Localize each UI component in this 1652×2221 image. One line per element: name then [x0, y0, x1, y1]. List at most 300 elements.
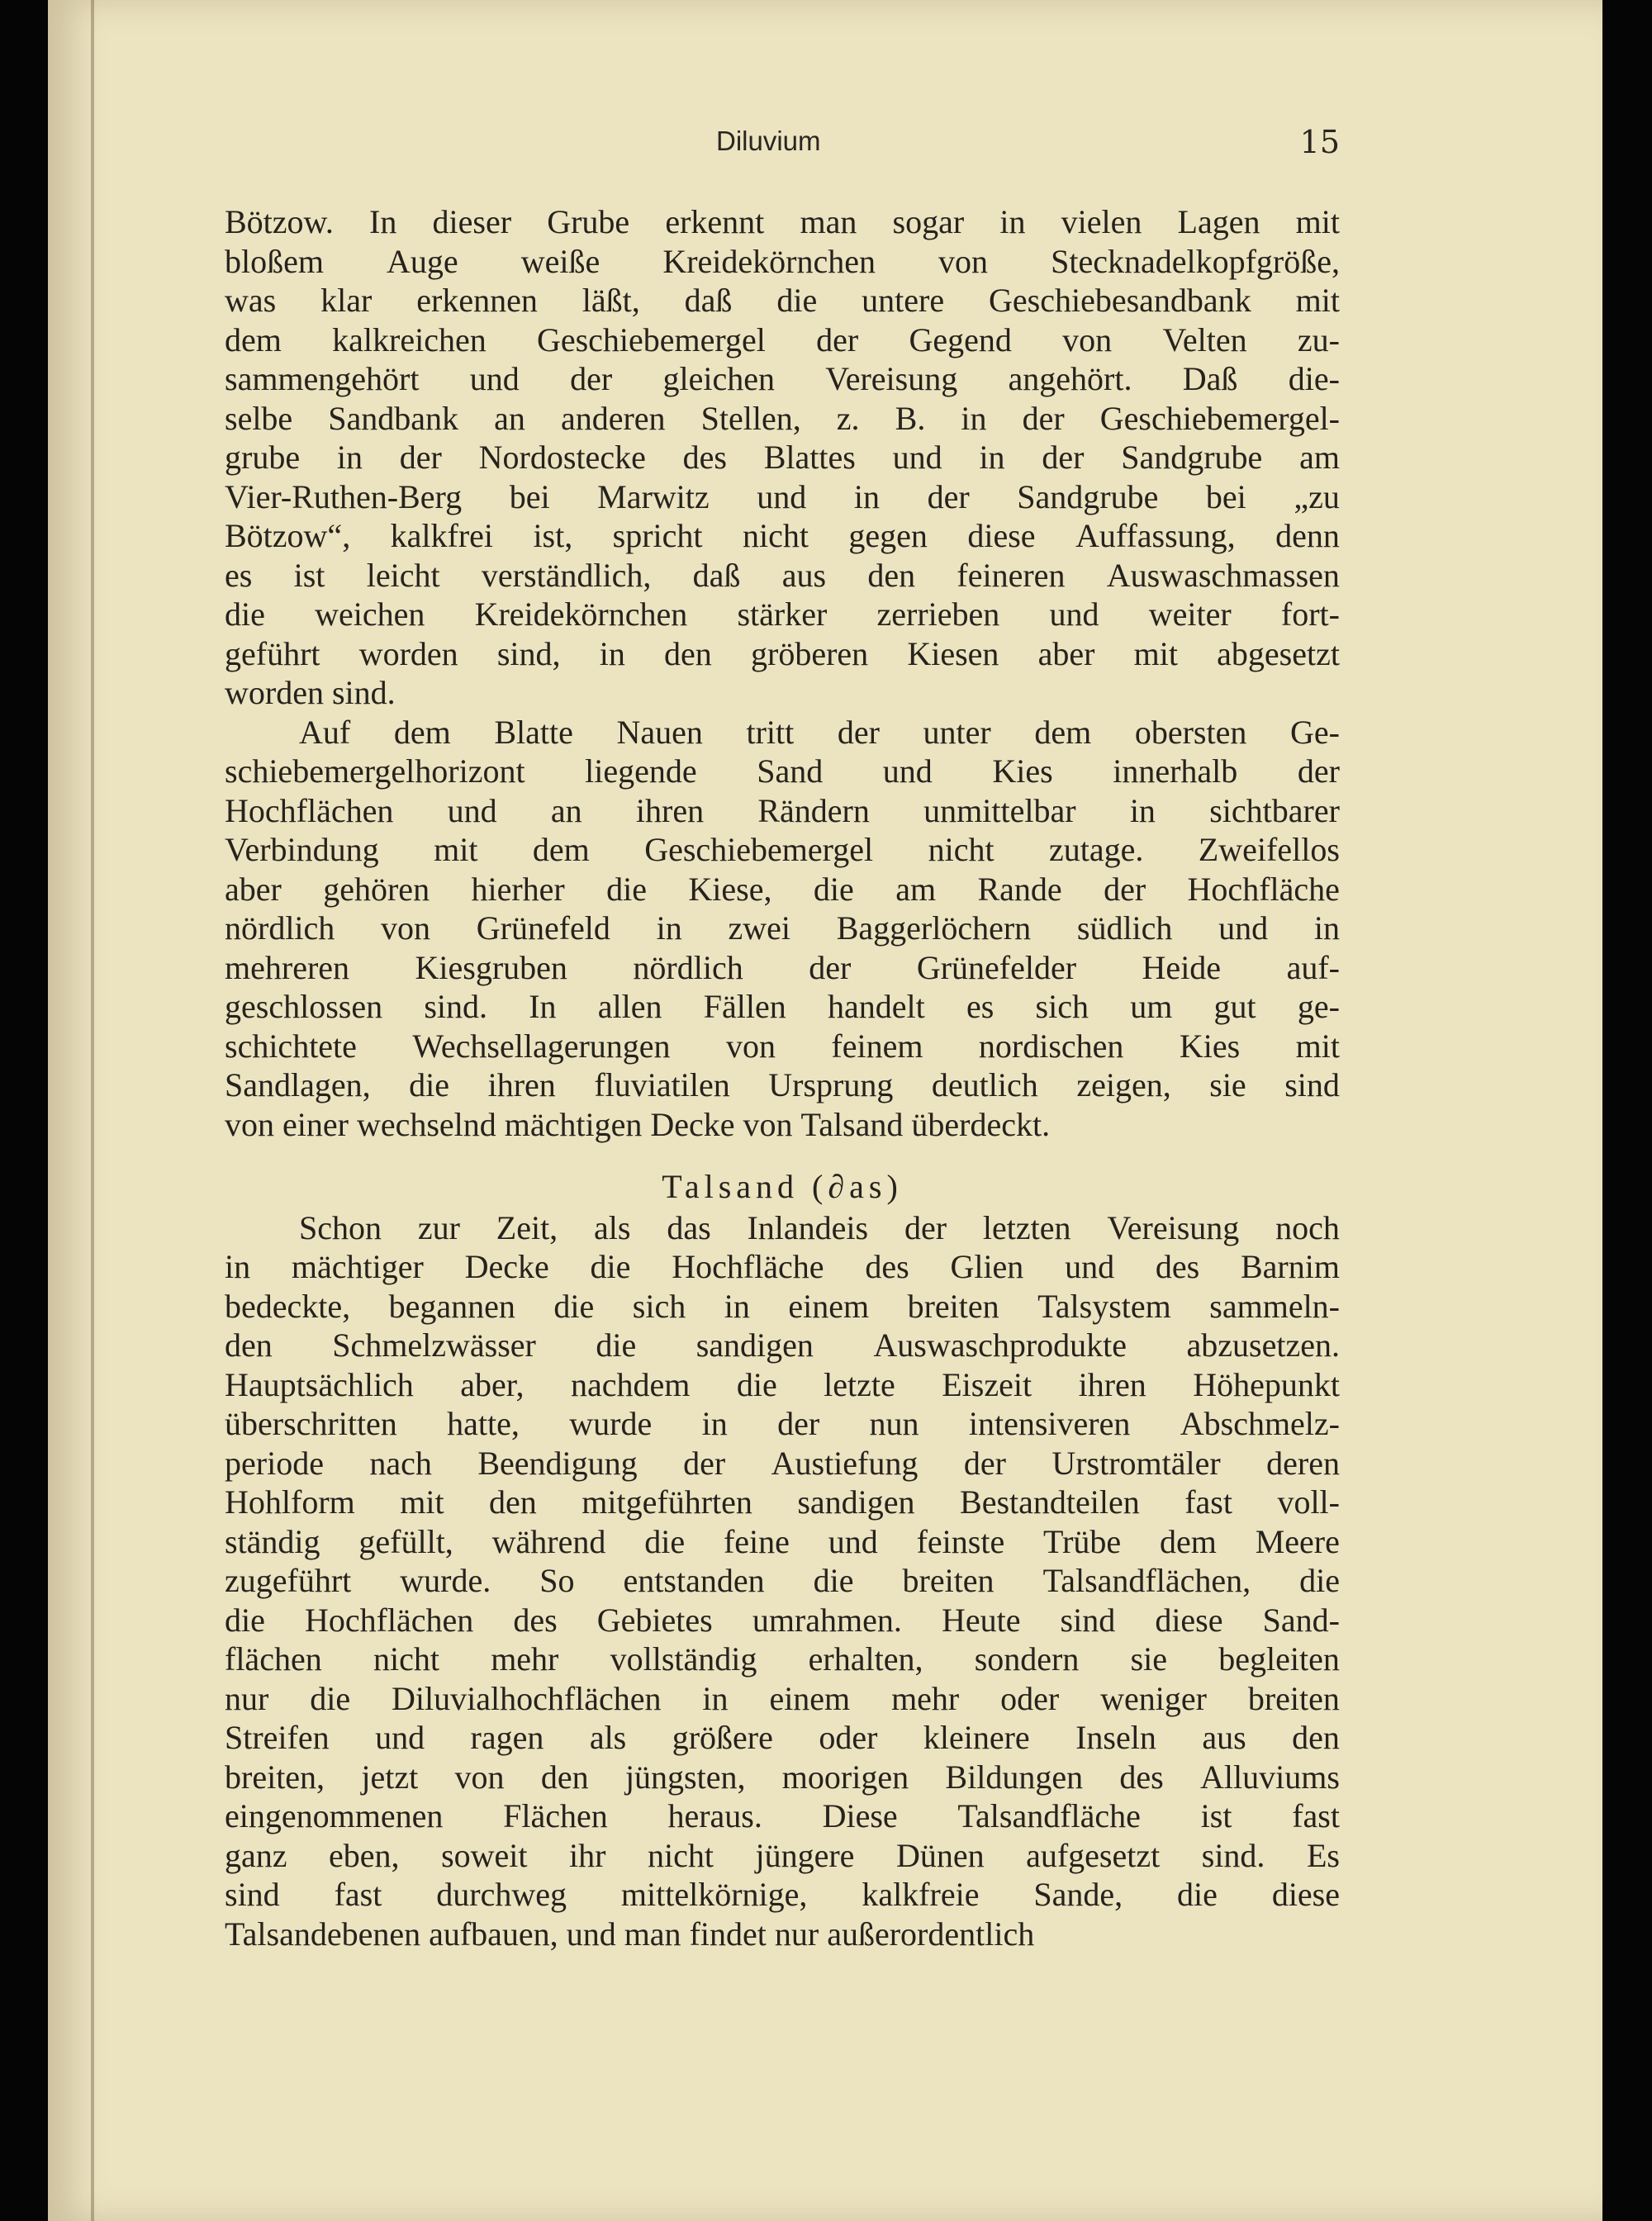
text-line	[225, 1718, 1340, 1758]
word: in	[336, 439, 363, 476]
word: des	[682, 439, 727, 476]
word: von	[225, 1105, 274, 1143]
word: zur	[417, 1208, 460, 1246]
word: Ge-	[1289, 713, 1340, 751]
word: Geschiebemergel-	[1099, 399, 1340, 437]
word: aufbauen,	[429, 1915, 558, 1953]
word: worden	[358, 634, 458, 672]
word: feinem	[831, 1027, 923, 1065]
word: liegende	[585, 752, 697, 790]
word: Auffassung,	[1075, 517, 1236, 554]
text-line	[225, 1444, 1340, 1483]
word: vollständig	[610, 1640, 757, 1678]
word: schiebemergelhorizont	[225, 752, 525, 790]
text-line	[225, 281, 1340, 320]
word: diese	[1271, 1876, 1340, 1913]
word: die	[310, 1679, 351, 1717]
word: sammeln-	[1209, 1287, 1340, 1325]
word: Schon	[299, 1208, 382, 1246]
word: nicht	[928, 831, 995, 868]
word: geführt	[225, 634, 320, 672]
word: und	[757, 477, 807, 515]
word: spricht	[612, 517, 703, 554]
word: die	[590, 1248, 631, 1285]
word: die	[1177, 1876, 1218, 1913]
word: sie	[1130, 1640, 1168, 1678]
word: von	[743, 1105, 793, 1143]
word: denn	[1275, 517, 1340, 554]
word: nun	[869, 1405, 919, 1442]
word: selbe	[225, 399, 293, 437]
word: abzusetzen.	[1186, 1326, 1340, 1364]
word: zerrieben	[876, 596, 1000, 633]
word: klar	[320, 282, 373, 319]
word: von	[725, 1027, 776, 1065]
word: letzte	[824, 1365, 895, 1403]
text-line	[225, 870, 1340, 909]
word: der	[1022, 399, 1065, 437]
word: Zeit,	[496, 1208, 558, 1246]
word: Streifen	[225, 1719, 330, 1756]
word: Vereisung	[825, 360, 958, 397]
word: von	[1062, 320, 1113, 358]
word: es	[966, 988, 995, 1025]
word: der	[904, 1208, 947, 1246]
word: des	[865, 1248, 909, 1285]
word: aus	[1202, 1719, 1246, 1756]
word: Stecknadelkopfgröße,	[1051, 242, 1340, 280]
text-line	[225, 1065, 1340, 1105]
word: Gebietes	[596, 1601, 713, 1639]
word: breiten	[902, 1562, 995, 1599]
word: an	[550, 791, 582, 829]
text-line	[225, 791, 1340, 831]
word: ständig	[225, 1522, 320, 1560]
word: Kreidekörnchen	[662, 242, 876, 280]
word: Inlandeis	[747, 1208, 869, 1246]
word: sandigen	[797, 1483, 915, 1521]
word: mit	[1295, 203, 1340, 240]
word: breiten	[907, 1287, 999, 1325]
word: größere	[672, 1719, 773, 1756]
word: umrahmen.	[752, 1601, 902, 1639]
word: Kies	[992, 752, 1053, 790]
text-line	[225, 1561, 1340, 1601]
word: Auswaschmassen	[1106, 556, 1340, 594]
text-line	[225, 1601, 1340, 1640]
word: begleiten	[1218, 1640, 1340, 1678]
word: aber	[225, 870, 282, 908]
word: die	[225, 596, 265, 633]
word: Auge	[387, 242, 458, 280]
word: dem	[1034, 713, 1092, 751]
word: gröberen	[751, 634, 869, 672]
word: bloßem	[225, 242, 324, 280]
word: Hochfläche	[1187, 870, 1340, 908]
word: der	[927, 477, 970, 515]
word: der	[1297, 752, 1340, 790]
word: an	[494, 399, 525, 437]
word: wechselnd	[356, 1105, 496, 1143]
word: dem	[225, 320, 282, 358]
word: findet	[689, 1915, 767, 1953]
word: Bestandteilen	[960, 1483, 1140, 1521]
word: angehört.	[1008, 360, 1132, 397]
word: daß	[692, 556, 741, 594]
word: Hohlform	[225, 1483, 355, 1521]
word: So	[539, 1562, 575, 1599]
word: Geschiebemergel	[644, 831, 874, 868]
word: den	[867, 556, 916, 594]
word: und	[1049, 596, 1099, 633]
word: mitgeführten	[582, 1483, 752, 1521]
word: und	[892, 439, 942, 476]
word: Kreidekörnchen	[474, 596, 688, 633]
word: abgesetzt	[1217, 634, 1340, 672]
word: der	[809, 948, 852, 986]
word: dieser	[432, 203, 512, 240]
word: des	[1155, 1248, 1200, 1285]
word: Vier-Ruthen-Berg	[225, 477, 463, 515]
word: Talsand	[800, 1105, 904, 1143]
word: breiten	[1247, 1679, 1340, 1717]
word: Ursprung	[768, 1066, 894, 1103]
word: von	[454, 1758, 505, 1796]
word: während	[491, 1522, 606, 1560]
text-line	[225, 1915, 1340, 1954]
word: allen	[597, 988, 662, 1025]
word: Heute	[941, 1601, 1021, 1639]
word: erhalten,	[808, 1640, 923, 1678]
text-line	[225, 830, 1340, 870]
paragraph-nauen	[225, 713, 1340, 1145]
word: in	[656, 909, 682, 947]
text-line	[225, 1326, 1340, 1365]
word: in	[599, 634, 625, 672]
word: intensiveren	[968, 1405, 1131, 1442]
word: gehören	[323, 870, 430, 908]
word: Marwitz	[597, 477, 710, 515]
text-line	[225, 1404, 1340, 1444]
word: den	[225, 1326, 273, 1364]
text-line	[225, 1247, 1340, 1287]
word: diese	[967, 517, 1036, 554]
word: Talsandfläche	[957, 1797, 1141, 1834]
text-line	[225, 1287, 1340, 1326]
word: aber	[1037, 634, 1095, 672]
text-line	[225, 359, 1340, 399]
word: Glien	[950, 1248, 1024, 1285]
word: fort-	[1280, 596, 1340, 633]
word: in	[701, 1405, 728, 1442]
word: Vereisung	[1107, 1208, 1240, 1246]
word: In	[529, 988, 557, 1025]
word: man	[800, 203, 857, 240]
text-line	[225, 1640, 1340, 1679]
word: ist	[293, 556, 325, 594]
word: wurde	[569, 1405, 653, 1442]
word: dem	[393, 713, 451, 751]
word: ragen	[470, 1719, 544, 1756]
word: am	[1299, 439, 1340, 476]
word: ge-	[1297, 988, 1340, 1025]
word: schichtete	[225, 1027, 357, 1065]
word: Kies	[1179, 1027, 1241, 1065]
word: tritt	[746, 713, 795, 751]
word: nördlich	[633, 948, 743, 986]
word: Heide	[1142, 948, 1222, 986]
word: Trübe	[1043, 1522, 1122, 1560]
word: und	[447, 791, 497, 829]
word: dem	[532, 831, 590, 868]
text-line	[225, 634, 1340, 674]
text-line	[225, 909, 1340, 948]
word: und	[1218, 909, 1269, 947]
word: Meere	[1255, 1522, 1340, 1560]
text-line	[225, 713, 1340, 752]
text-line	[225, 202, 1340, 242]
word: kalkreichen	[332, 320, 487, 358]
text-line	[225, 1208, 1340, 1248]
word: ist	[1200, 1797, 1232, 1834]
text-line	[225, 987, 1340, 1027]
word: Auswaschprodukte	[873, 1326, 1127, 1364]
word: Blatte	[494, 713, 573, 751]
word: nach	[369, 1444, 432, 1482]
word: erkennt	[665, 203, 765, 240]
word: des	[513, 1601, 558, 1639]
word: überschritten	[225, 1405, 397, 1442]
word: Talsandebenen	[225, 1915, 421, 1953]
text-line	[225, 556, 1340, 596]
word: auf-	[1286, 948, 1340, 986]
word: Sandgrube	[1017, 477, 1159, 515]
word: obersten	[1134, 713, 1247, 751]
word: die	[1299, 1562, 1340, 1599]
word: moorigen	[781, 1758, 909, 1796]
word: Diese	[822, 1797, 898, 1834]
word: einem	[788, 1287, 870, 1325]
word: Rande	[977, 870, 1062, 908]
word: aus	[781, 556, 827, 594]
paragraph-continuation	[225, 202, 1340, 713]
word: weiter	[1148, 596, 1232, 633]
word: der	[816, 320, 859, 358]
word: wurde.	[400, 1562, 491, 1599]
word: Flächen	[503, 1797, 608, 1834]
word: Diluvialhochflächen	[391, 1679, 662, 1717]
word: von	[938, 242, 989, 280]
word: Hochflächen	[225, 791, 394, 829]
word: in	[702, 1679, 729, 1717]
word: in	[1129, 791, 1156, 829]
word: der	[777, 1405, 820, 1442]
text-line	[225, 673, 1340, 713]
word: jüngere	[755, 1836, 855, 1874]
word: unmittelbar	[923, 791, 1076, 829]
text-line	[225, 516, 1340, 556]
word: Schmelzwässer	[332, 1326, 536, 1364]
word: heraus.	[667, 1797, 762, 1834]
word: flächen	[225, 1640, 322, 1678]
word: nordischen	[978, 1027, 1124, 1065]
word: in	[979, 439, 1005, 476]
word: geschlossen	[225, 988, 383, 1025]
word: um	[1130, 988, 1173, 1025]
word: zugeführt	[225, 1562, 352, 1599]
word: Hauptsächlich	[225, 1365, 414, 1403]
word: ihren	[635, 791, 705, 829]
text-line	[225, 1105, 1340, 1145]
word: Bildungen	[945, 1758, 1084, 1796]
word: sind.	[331, 674, 396, 711]
word: die	[596, 1326, 637, 1364]
word: kalkfrei	[390, 517, 493, 554]
word: außerordentlich	[827, 1915, 1035, 1953]
word: in	[961, 399, 987, 437]
word: feine	[723, 1522, 790, 1560]
text-line	[225, 438, 1340, 477]
word: der	[1042, 439, 1085, 476]
word: ist,	[533, 517, 573, 554]
word: die-	[1288, 360, 1340, 397]
word: südlich	[1076, 909, 1173, 947]
word: die	[553, 1287, 595, 1325]
word: weiße	[520, 242, 601, 280]
word: Geschiebemergel	[536, 320, 766, 358]
word: Wechsellagerungen	[412, 1027, 671, 1065]
text-line	[225, 242, 1340, 282]
paragraph-talsand	[225, 1208, 1340, 1954]
word: aber,	[460, 1365, 525, 1403]
word: oder	[819, 1719, 878, 1756]
text-line	[225, 1522, 1340, 1562]
word: In	[369, 203, 397, 240]
word: ihr	[569, 1836, 606, 1874]
word: hierher	[471, 870, 565, 908]
word: Lagen	[1177, 203, 1260, 240]
word: sammengehört	[225, 360, 420, 397]
text-line	[225, 1679, 1340, 1719]
word: Sandlagen,	[225, 1066, 371, 1103]
word: der	[963, 1444, 1006, 1482]
word: zeigen,	[1076, 1066, 1171, 1103]
word: die	[644, 1522, 686, 1560]
word: und	[828, 1522, 878, 1560]
word: Grünefelder	[916, 948, 1077, 986]
word: sich	[1035, 988, 1089, 1025]
word: Stellen,	[700, 399, 801, 437]
word: erkennen	[416, 282, 538, 319]
word: Fällen	[703, 988, 786, 1025]
word: fast	[334, 1876, 382, 1913]
word: in	[999, 203, 1026, 240]
word: mit	[400, 1483, 444, 1521]
word: Eiszeit	[942, 1365, 1032, 1403]
word: Daß	[1182, 360, 1238, 397]
word: nicht	[373, 1640, 439, 1678]
word: Kiesen	[907, 634, 999, 672]
text-line	[225, 1758, 1340, 1797]
word: Sande,	[1033, 1876, 1123, 1913]
word: die	[606, 870, 648, 908]
word: sind	[1284, 1066, 1340, 1103]
word: fast	[1292, 1797, 1340, 1834]
word: Abschmelz-	[1180, 1405, 1340, 1442]
word: mehreren	[225, 948, 350, 986]
word: diese	[1155, 1601, 1223, 1639]
word: von	[381, 909, 431, 947]
word: der	[1104, 870, 1146, 908]
word: und	[882, 752, 933, 790]
word: Kiesgruben	[415, 948, 567, 986]
word: Dünen	[895, 1836, 985, 1874]
word: die	[776, 282, 818, 319]
page-header	[225, 124, 1340, 173]
word: gefüllt,	[358, 1522, 453, 1560]
word: bei	[1205, 477, 1246, 515]
word: deren	[1266, 1444, 1340, 1482]
word: Sandbank	[328, 399, 459, 437]
word: mit	[434, 831, 478, 868]
page-number: 15	[1299, 124, 1340, 160]
word: nachdem	[570, 1365, 691, 1403]
word: eingenommenen	[225, 1797, 444, 1834]
word: worden	[225, 674, 324, 711]
word: die	[813, 1562, 854, 1599]
word: gegen	[848, 517, 928, 554]
word: daß	[684, 282, 733, 319]
word: mit	[1295, 282, 1340, 319]
word: sandigen	[695, 1326, 814, 1364]
word: anderen	[560, 399, 666, 437]
text-line	[225, 948, 1340, 988]
word: Talsystem	[1037, 1287, 1171, 1325]
word: sichtbarer	[1209, 791, 1340, 829]
word: nördlich	[225, 909, 335, 947]
word: jüngsten,	[624, 1758, 746, 1796]
word: unter	[923, 713, 991, 751]
section-heading: Talsand (∂as)	[662, 1168, 903, 1205]
word: was	[225, 282, 277, 319]
word: Geschiebesandbank	[989, 282, 1251, 319]
word: Sand	[757, 752, 824, 790]
text-line	[225, 1836, 1340, 1876]
word: mit	[1295, 1027, 1340, 1065]
word: zwei	[728, 909, 790, 947]
word: sie	[1209, 1066, 1246, 1103]
word: in	[853, 477, 880, 515]
word: ihren	[487, 1066, 556, 1103]
word: zu-	[1297, 320, 1340, 358]
word: Velten	[1162, 320, 1247, 358]
word: sogar	[892, 203, 965, 240]
word: Höhepunkt	[1193, 1365, 1340, 1403]
word: den	[540, 1758, 589, 1796]
word: sind,	[496, 634, 561, 672]
word: die	[813, 870, 854, 908]
word: Blattes	[763, 439, 856, 476]
word: die	[409, 1066, 450, 1103]
word: deutlich	[931, 1066, 1038, 1103]
word: Kiese,	[688, 870, 772, 908]
word: vielen	[1061, 203, 1142, 240]
word: Inseln	[1075, 1719, 1156, 1756]
word: breiten,	[225, 1758, 325, 1796]
word: den	[664, 634, 712, 672]
word: der	[570, 360, 613, 397]
word: begannen	[388, 1287, 515, 1325]
